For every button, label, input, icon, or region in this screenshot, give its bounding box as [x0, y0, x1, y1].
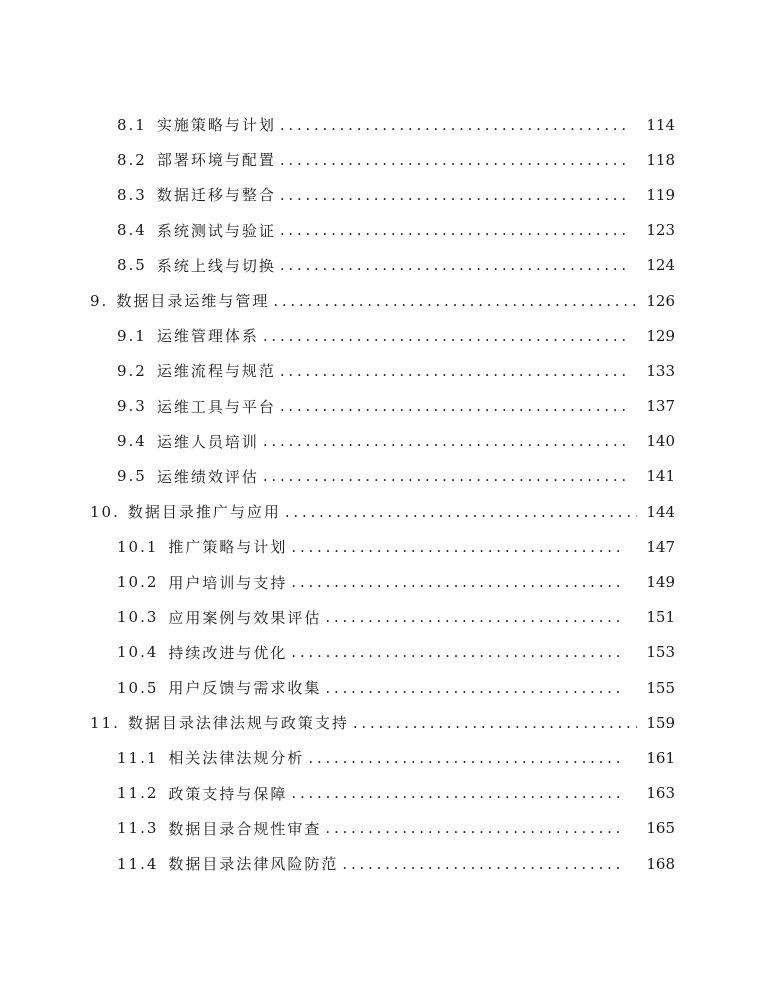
toc-entry-page-number: 149 — [646, 573, 675, 592]
toc-entry-title: 系统测试与验证 — [156, 221, 276, 240]
toc-dot-leader — [280, 397, 625, 415]
toc-entry-title: 运维人员培训 — [156, 432, 259, 451]
toc-entry-number: 9.4 — [117, 432, 147, 451]
toc-entry-page-number: 144 — [646, 502, 675, 521]
toc-entry-number: 11.3 — [117, 819, 159, 838]
toc-section-entry[interactable] — [0, 846, 765, 881]
toc-dot-leader — [280, 362, 625, 380]
toc-entry-number: 9.5 — [117, 467, 147, 486]
toc-entry-page-number: 165 — [646, 819, 675, 838]
toc-entry-title: 用户反馈与需求收集 — [168, 679, 322, 698]
toc-entry-title: 相关法律法规分析 — [168, 749, 305, 768]
toc-entry-title: 部署环境与配置 — [156, 151, 276, 170]
toc-entry-number: 11. — [90, 713, 120, 732]
toc-dot-leader — [291, 643, 625, 661]
toc-dot-leader — [325, 608, 625, 626]
toc-dot-leader — [308, 749, 625, 767]
toc-entry-number: 10.4 — [117, 643, 159, 662]
toc-dot-leader — [353, 714, 637, 732]
toc-entry-number: 11.4 — [117, 854, 159, 873]
toc-entry-number: 9.2 — [117, 361, 147, 380]
toc-dot-leader — [280, 151, 625, 169]
toc-dot-leader — [263, 327, 625, 345]
toc-dot-leader — [291, 784, 625, 802]
toc-dot-leader — [325, 679, 625, 697]
toc-entry-title: 数据迁移与整合 — [156, 186, 276, 205]
toc-entry-title: 运维流程与规范 — [156, 362, 276, 381]
toc-chapter-entry[interactable] — [0, 283, 765, 318]
toc-entry-number: 10.2 — [117, 573, 159, 592]
toc-entry-title: 运维工具与平台 — [156, 397, 276, 416]
toc-entry-title: 实施策略与计划 — [156, 116, 276, 135]
toc-section-entry[interactable] — [0, 177, 765, 212]
toc-section-entry[interactable] — [0, 318, 765, 353]
toc-entry-page-number: 147 — [646, 537, 675, 556]
toc-entry-title: 数据目录运维与管理 — [116, 292, 270, 311]
toc-entry-page-number: 114 — [646, 115, 675, 134]
toc-entry-page-number: 151 — [646, 608, 675, 627]
toc-entry-number: 10.3 — [117, 608, 159, 627]
toc-dot-leader — [291, 538, 625, 556]
toc-entry-title: 推广策略与计划 — [168, 538, 288, 557]
toc-entry-title: 用户培训与支持 — [168, 573, 288, 592]
toc-dot-leader — [342, 855, 625, 873]
toc-entry-title: 运维绩效评估 — [156, 467, 259, 486]
toc-section-entry[interactable] — [0, 107, 765, 142]
toc-dot-leader — [273, 292, 637, 310]
toc-section-entry[interactable] — [0, 740, 765, 775]
toc-section-entry[interactable] — [0, 248, 765, 283]
toc-entry-number: 8.5 — [117, 256, 147, 275]
toc-dot-leader — [325, 819, 625, 837]
toc-entry-page-number: 124 — [646, 256, 675, 275]
toc-section-entry[interactable] — [0, 564, 765, 599]
toc-entry-number: 10. — [90, 502, 120, 521]
toc-dot-leader — [291, 573, 625, 591]
toc-section-entry[interactable] — [0, 776, 765, 811]
toc-dot-leader — [263, 432, 625, 450]
toc-dot-leader — [285, 503, 637, 521]
toc-section-entry[interactable] — [0, 670, 765, 705]
toc-entry-number: 8.3 — [117, 185, 147, 204]
toc-entry-title: 系统上线与切换 — [156, 256, 276, 275]
toc-section-entry[interactable] — [0, 213, 765, 248]
toc-entry-title: 持续改进与优化 — [168, 643, 288, 662]
toc-entry-page-number: 137 — [646, 397, 675, 416]
toc-entry-page-number: 141 — [646, 467, 675, 486]
toc-entry-page-number: 123 — [646, 221, 675, 240]
toc-section-entry[interactable] — [0, 389, 765, 424]
toc-entry-title: 政策支持与保障 — [168, 784, 288, 803]
toc-entry-page-number: 119 — [646, 185, 675, 204]
toc-dot-leader — [263, 467, 625, 485]
toc-entry-title: 运维管理体系 — [156, 327, 259, 346]
toc-entry-page-number: 161 — [646, 748, 675, 767]
table-of-contents — [0, 107, 765, 881]
toc-section-entry[interactable] — [0, 635, 765, 670]
toc-section-entry[interactable] — [0, 424, 765, 459]
toc-entry-title: 数据目录合规性审查 — [168, 819, 322, 838]
toc-chapter-entry[interactable] — [0, 705, 765, 740]
toc-entry-title: 数据目录法律法规与政策支持 — [127, 714, 349, 733]
toc-dot-leader — [280, 256, 625, 274]
toc-entry-page-number: 163 — [646, 784, 675, 803]
toc-section-entry[interactable] — [0, 459, 765, 494]
toc-entry-title: 数据目录法律风险防范 — [168, 855, 339, 874]
toc-entry-title: 应用案例与效果评估 — [168, 608, 322, 627]
toc-entry-number: 9. — [90, 291, 109, 310]
toc-section-entry[interactable] — [0, 142, 765, 177]
toc-entry-page-number: 126 — [646, 291, 675, 310]
toc-entry-page-number: 129 — [646, 326, 675, 345]
toc-dot-leader — [280, 116, 625, 134]
toc-entry-page-number: 155 — [646, 678, 675, 697]
toc-entry-number: 10.1 — [117, 537, 159, 556]
toc-entry-number: 9.3 — [117, 397, 147, 416]
toc-entry-number: 11.2 — [117, 784, 159, 803]
toc-entry-title: 数据目录推广与应用 — [127, 503, 281, 522]
toc-entry-page-number: 118 — [646, 150, 675, 169]
toc-entry-number: 10.5 — [117, 678, 159, 697]
toc-chapter-entry[interactable] — [0, 494, 765, 529]
toc-section-entry[interactable] — [0, 600, 765, 635]
toc-entry-page-number: 133 — [646, 361, 675, 380]
toc-dot-leader — [280, 221, 625, 239]
toc-entry-number: 11.1 — [117, 748, 159, 767]
toc-section-entry[interactable] — [0, 353, 765, 388]
toc-section-entry[interactable] — [0, 529, 765, 564]
toc-entry-page-number: 159 — [646, 713, 675, 732]
toc-entry-number: 8.1 — [117, 115, 147, 134]
toc-entry-number: 8.4 — [117, 221, 147, 240]
toc-entry-number: 8.2 — [117, 150, 147, 169]
toc-dot-leader — [280, 186, 625, 204]
toc-entry-number: 9.1 — [117, 326, 147, 345]
toc-entry-page-number: 168 — [646, 854, 675, 873]
toc-entry-page-number: 153 — [646, 643, 675, 662]
toc-entry-page-number: 140 — [646, 432, 675, 451]
toc-section-entry[interactable] — [0, 811, 765, 846]
